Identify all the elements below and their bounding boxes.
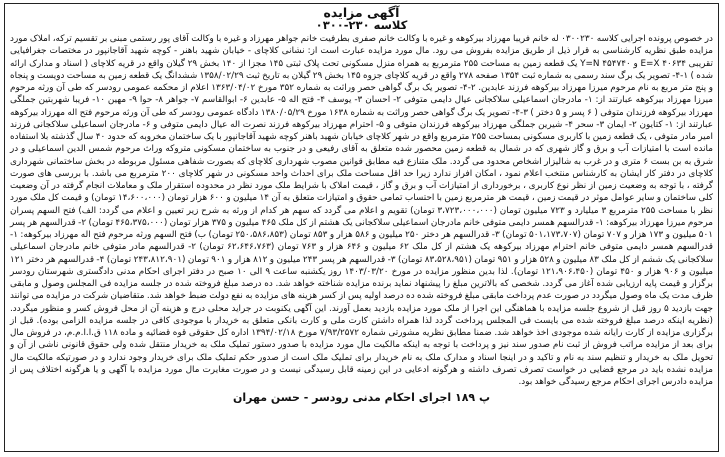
auction-notice <box>4 3 719 452</box>
notice-title: آگهی مزایده <box>323 5 400 20</box>
notice-signature: پ ۱۸۹ اجرای احکام مدنی رودسر - حسن مهران <box>232 391 491 405</box>
case-number: کلاسه ۲۳۰-۰۳۰۰ <box>315 18 408 32</box>
notice-body: در خصوص پرونده اجرایی کلاسه ۰۳۰۰۲۳۰ له خانم فریبا مهرزاد بیرکوهه و غیره با وکالت خانم صفری بطرفیت خانم جواهر مهرزاد و غیره با وکالت آقای پور رستمی مبنی بر تقسیم ترکه، املاک مورد مزایده طبق نظریه کارشناسی به قرار ذیل از طریق مزایده بفروش می رود. مال مورد مزایده عبارت است از: نشانی کلاچای - خیابان شهید باهنر - کوچه شهید آقاجانپور در مختصات جغرافیایی تقریبی ۴۰۶۳۴ E=X و ۴۵۴۷۴۰ Y=N یک قطعه زمین به مساحت ۲۵۵ مترمربع به همراه منزل مسکونی تحت پلاک ثبتی ۱۴۵ مجزا از ۱۴۰ بخش ۲۹ گیلان واقع در قریه کلاچای ( اسناد و مدارک ارائه شده ) ۱-۴- تصویر یک برگ سند رسمی به شماره ثبت ۱۳۵۴ صفحه ۲۷۸ واقع در قریه کلاچای جزوه ۱۴۵ بخش ۲۹ گیلان به تاریخ ثبت ۱۳۵۸/۰۲/۲۹ ششدانگ یک قطعه زمین به مساحت دویست و پنجاه و پنج متر مربع به نام مرحوم میرزا مهرزاد بیرکوهه فرزند عابدین. ۲-۴- تصویر یک برگ گواهی حصر وراثت به شماره ۳۵۲ مورخ ۱۳۶۳/۰۴/۰۲ اعلام از محکمه عمومی رودسر که طی آن ورثه مرحوم میرزا مهرزاد بیرکوهه عبارتند از: ۱- مادرجان اسماعیلی سلاکجانی عیال دایمی متوفی ۲- احسان ۳- یوسف ۴- فتح اله ۵- عابدین ۶- ابوالقاسم ۷- جواهر ۸- حوا ۹- مهین ۱۰- فریبا شهربتین جملگی مهرزاد بیرکوهه فرزندان متوفی ( ۶ پسر و ۵ دختر ) ۳-۴- تصویر یک برگ گواهی حصر وراثت به شماره ۱۶۳۸ مورخ ۱۳۸۰/۰۵/۲۹ دادگاه عمومی رودسر که طی آن ورثه مرحوم فتح اله مهرزاد بیرکوهه عبارتند از: ۱- کتایون ۲- ایمان ۳- سحر ۴- شیرین جملگی مهرزاد بیرکوهه فرزندان متوفی و ۵- احترام مهرزاد بیرکوهه فرزند نصرت اله عیال دایمی متوفی و ۶- مادرجان اسماعیلی سلاکجانی فرزند امیر مادر متوفی ، یک قطعه زمین با کاربری مسکونی بمساحت ۲۵۵ مترمربع واقع در شهر کلاچای خیابان شهید باهنر کوچه شهید آقاجانپور با یک ساختمان مخروبه که حدود ۴۰ سال گذشته بلا استفاده مانده است با امتیازات آب و برق و گاز شهری که در شمال به قطعه زمین محصور شده متعلق به آقای رفیعی و در جنوب به ساختمان مسکونی متروکه وراث مرحوم شمس الدین اسماعیلی و در شرق به بن بست ۶ متری و در غرب به شالیزار اشخاص محدود می گردد. ملک متنازع فیه مطابق قوانین مصوب شهرداری کلاچای که بصورت شفاهی مسئول مربوطه در بخش ساختمانی شهرداری کلاچای در دفتر کار ایشان به کارشناس منتخب اعلام نمود ، امکان افراز ندارد زیرا حد اقل مساحت ملک برای احداث واحد مسکونی در شهر کلاچای ۲۰۰ مترمربع می باشد. با بررسی های صورت گرفته ، با توجه به وضعیت زمین از نظر نوع کاربری ، برخورداری از امتیازات آب و برق و گاز ، قیمت املاک با شرایط ملک مورد نظر در محدوده استقرار ملک و معاملات انجام گرفته در آن وضعیت کلی ساختمان و سایر عوامل موثر در قیمت زمین ، قیمت هر مترمربع زمین با احتساب تمامی حقوق و امتیازات متعلق به آن ۱۴ میلیون و ۶۰۰ هزار تومان (۱۴،۶۰۰،۰۰۰ تومان) و قیمت کل ملک مورد نظر با مساحت ۲۵۵ مترمربع ۳ میلیارد و ۷۲۳ میلیون تومان (۳،۷۲۳،۰۰۰،۰۰۰ تومان) تقویم و اعلام می گردد که سهم هر کدام از ورثه به شرح زیر تعیین و اعلام می گردد: الف) فتح السهم پسران مرحوم میرزا مهرزاد بیرکوهه: ۱- قدرالسهم همسر دایمی متوفی خانم مادرجان اسماعیلی سلاکجانی یک هشتم از کل ملک ۴۶۵ میلیون و ۳۷۵ هزار تومان (۴۶۵،۳۷۵،۰۰۰ تومان) ۲- قدرالسهم هر پسر ۵۰۱ میلیون و ۱۷۳ هزار و ۷۰۷ تومان (۵۰۱،۱۷۳،۷۰۷ تومان) ۳- قدرالسهم هر دختر ۲۵۰ میلیون و ۵۸۶ هزار و ۸۵۳ تومان (۲۵۰،۵۸۶،۸۵۳ تومان) ب) فتح السهم ورثه مرحوم فتح اله مهرزاد بیرکوهه: ۱- قدرالسهم همسر دایمی متوفی خانم احترام مهرزاد بیرکوهه یک هشتم از کل ملک ۶۲ میلیون و ۶۴۶ هزار و ۷۶۳ تومان (۶۲،۶۴۶،۷۶۳ تومان) ۲- قدرالسهم مادر متوفی خانم مادرجان اسماعیلی سلاکجانی یک ششم از کل ملک ۸۳ میلیون و ۵۲۸ هزار و ۹۵۱ تومان (۸۳،۵۲۸،۹۵۱ تومان) ۳- قدرالسهم هر پسر ۲۴۳ میلیون و ۸۱۲ هزار و ۹۰۱ تومان (۲۴۳،۸۱۲،۹۰۱ تومان) ۴- قدرالسهم هر دختر ۱۲۱ میلیون و ۹۰۶ هزار و ۴۵۰ تومان (۱۲۱،۹۰۶،۴۵۰ تومان). لذا بدین منظور مزایده در مورخ ۱۴۰۳/۰۳/۲۰ روز یکشنبه ساعت ۹ الی ۱۰ صبح در دفتر اجرای احکام مدنی دادگستری شهرستان رودسر برگزار و قیمت پایه ارزیابی شده آغاز می گردد. شخصی که بالاترین مبلغ را پیشنهاد نماید برنده مزایده شناخته خواهد شد. ده درصد مبلغ فروخته شده در جلسه مزایده فی المجلس وصول و مابقی ظرف مدت یک ماه وصول میگردد در صورت عدم پرداخت مابقی مبلغ فروخته شده ده درصد اولیه پس از کسر هزینه های مزایده به نفع دولت ضبط خواهد شد. متقاضیان شرکت در مزایده می توانند جهت بازدید ۵ روز قبل از شروع جلسه مزایده با هماهنگی این اجرا از ملک مورد مزایده بازدید بعمل آورند. این آگهی یکنوبت در جراید محلی درج و هزینه آن از محل فروش کسر و منظور میگردد. (نظریه اینکه درصد مبلغ فروخته شده می بایست فی المجلس پرداخت گردد لذا همراه داشتن کارت ملی و کارت بانکی متعلق به خریدار با موجودی کافی در جلسه مزایده الزامی بوده). قبل از برگزاری مزایده از کارت رایانه شده موجودی اخذ خواهد شد. ضمنا مطابق نظریه مشورتی شماره ۷/۹۳/۲۵۷۲ مورخ ۱۳۹۴/۰۲/۱۸ اداره کل حقوقی قوه قضائیه و ماده ۱۱۸ ق.ا.ا.م.م، در فروش مال برای بعد از مزایده مراتب فروش از ثبت نام صدور سند نیز و پرداخت با توجه به اینکه مالکیت مال مورد مزایده با صدور دستور تملیک ملک به خریدار منتقل شده ولی حقوق قانونی ناشی از آن و تحویل ملک به خریدار و تنظیم سند به نام و تاکید و در اینجا اسناد و مدارک ملک به نام خریدار برای تملیک ملک است از صدور حکم تملیک ملک برای خریدار وجود ندارد و در صورتیکه مالکیت مال مزایده نشده باید در مرجع قضایی در خواست تصرف تصرف داشته و هرگونه ادعایی در این زمینه قابل رسیدگی نیست و در صورت مغایرت مال مورد مزایده با آگهی و یا هرگونه اختلاف پس از مزایده دادرس اجرای احکام مرجع رسیدگی خواهد بود. <box>10 34 714 387</box>
